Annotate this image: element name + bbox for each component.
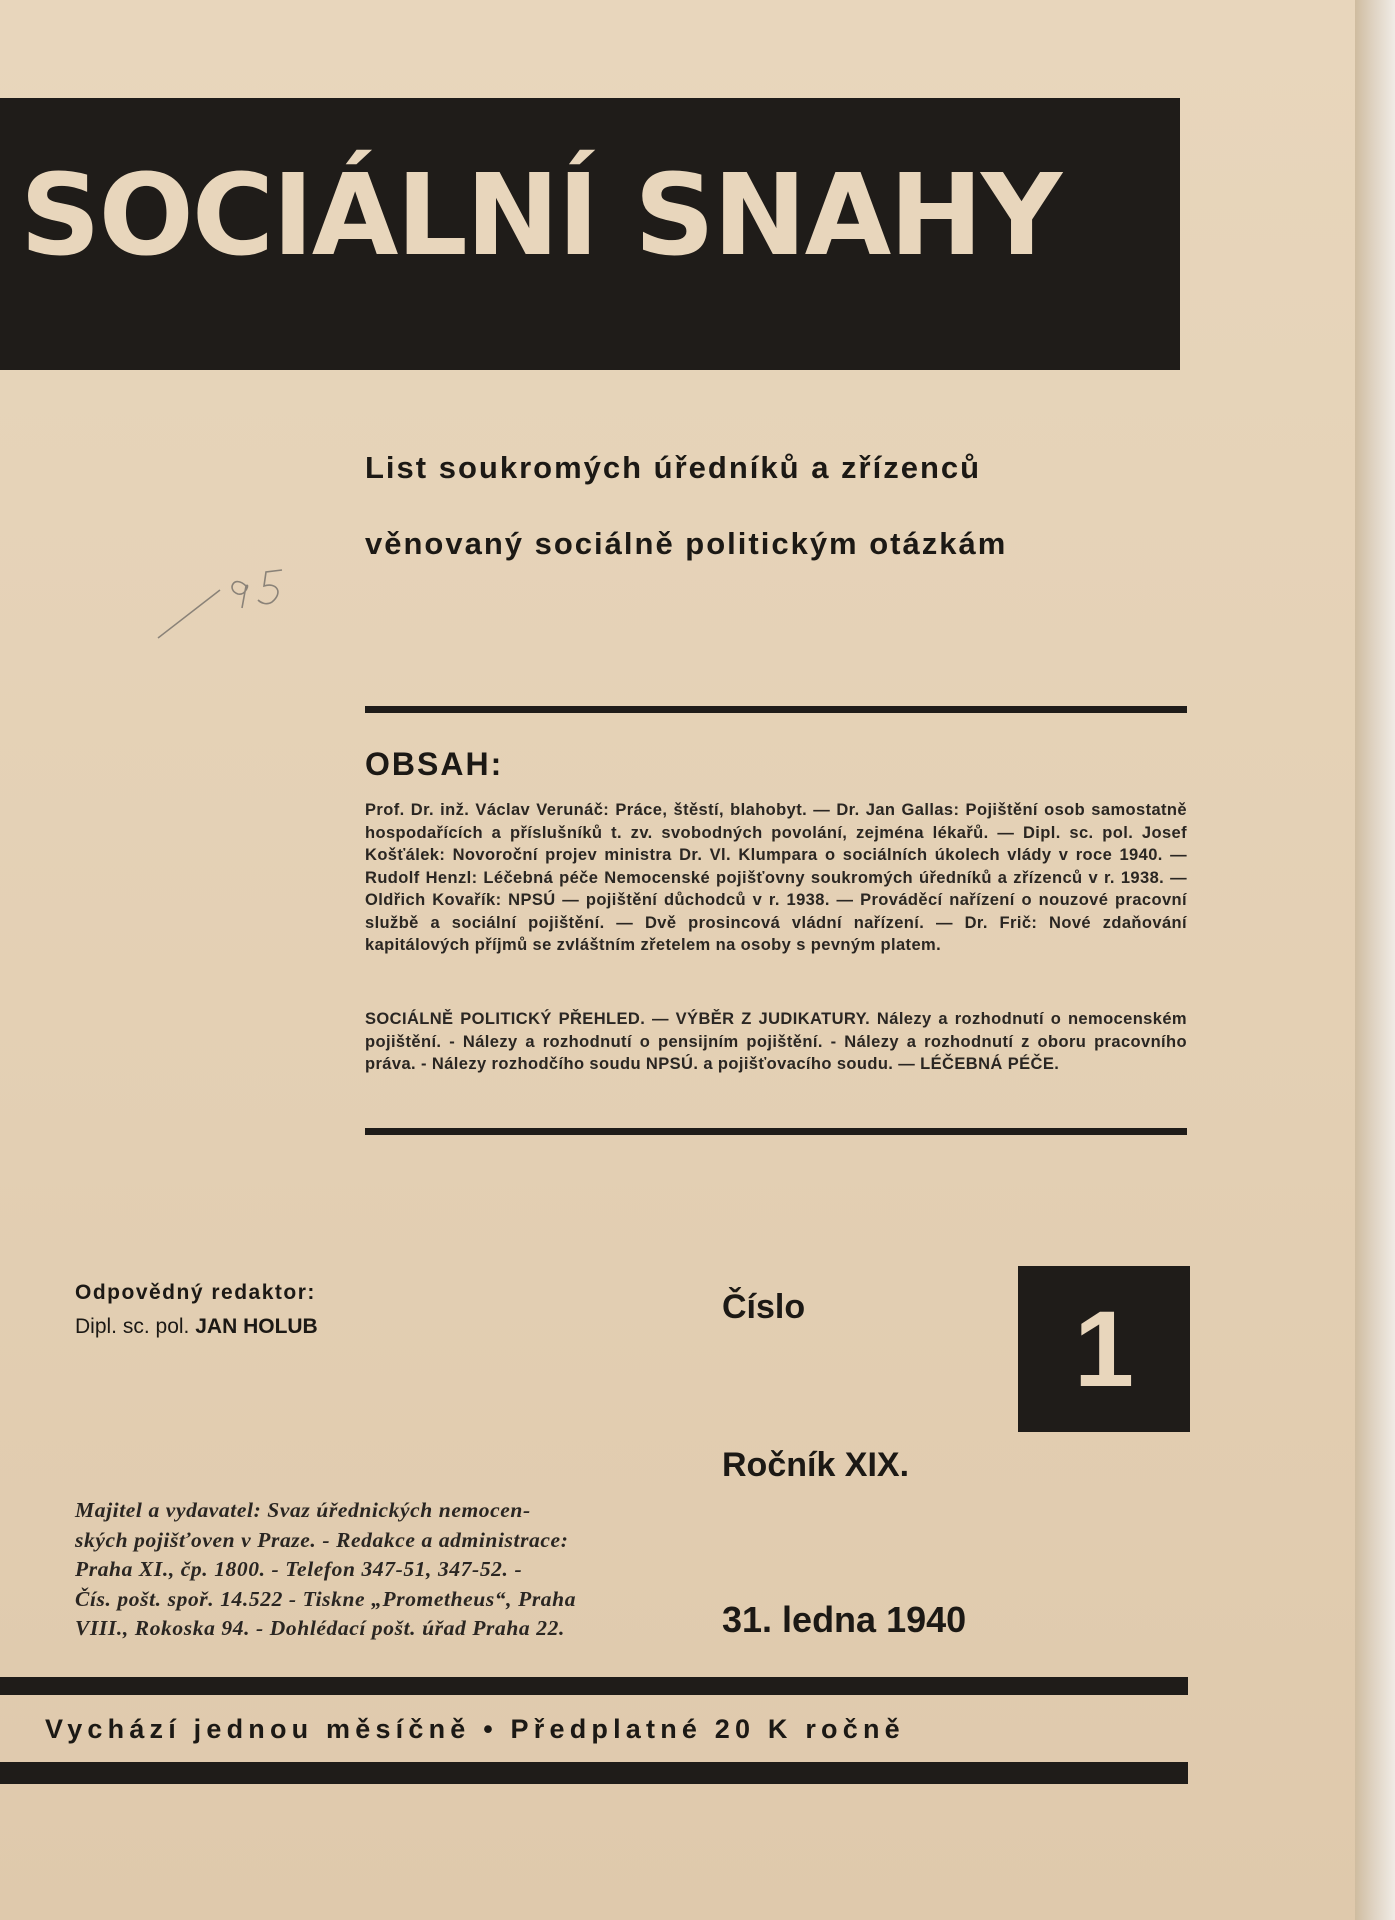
issue-number-box — [1018, 1266, 1190, 1432]
footer-top-band — [0, 1677, 1188, 1695]
handwritten-pencil-mark — [150, 560, 330, 640]
contents-heading: OBSAH: — [365, 746, 504, 782]
page-edge — [1355, 0, 1395, 1920]
masthead-title: SOCIÁLNÍ SNAHY — [20, 151, 1061, 281]
subtitle-line-2: věnovaný sociálně politickým otázkám — [365, 526, 1008, 561]
editor-name: JAN HOLUB — [195, 1315, 318, 1338]
publisher-line: Majitel a vydavatel: Svaz úřednických nemocen- — [75, 1498, 531, 1522]
issue-number: 1 — [1073, 1288, 1135, 1409]
volume-label: Ročník XIX. — [722, 1446, 910, 1484]
contents-sections: SOCIÁLNĚ POLITICKÝ PŘEHLED. — VÝBĚR Z JUDIKATURY. Nálezy a rozhodnutí o nemocenském pojištění. - Nálezy a rozhodnutí o pensijním pojištění. - Nálezy a rozhodnutí z oboru pracovního práva. - Nálezy rozhodčího soudu NPSÚ. a pojišťovacího soudu. — LÉČEBNÁ PÉČE. — [365, 1010, 1187, 1073]
editor-label: Odpovědný redaktor: — [75, 1281, 316, 1304]
contents-bottom-rule — [365, 1128, 1187, 1135]
contents-articles: Prof. Dr. inž. Václav Verunáč: Práce, štěstí, blahobyt. — Dr. Jan Gallas: Pojištění osob samostatně hospodařících a příslušníků t. zv. svobodných povolání, zejména lékařů. — Dipl. sc. pol. Josef Košťálek: Novoroční projev ministra Dr. Vl. Klumpara o sociálních úkolech vlády v roce 1940. — Rudolf Henzl: Léčebná péče Nemocenské pojišťovny soukromých úředníků a zřízenců v r. 1938. — Oldřich Kovařík: NPSÚ — pojištění důchodců v r. 1938. — Prováděcí nařízení o nouzové pracovní službě a sociální pojištění. — Dvě prosincová vládní nařízení. — Dr. Frič: Nové zdaňování kapitálových příjmů se zvláštním zřetelem na osoby s pevným platem. — [365, 801, 1187, 954]
contents-top-rule — [365, 706, 1187, 713]
issue-label: Číslo — [722, 1288, 806, 1326]
subtitle-line-1: List soukromých úředníků a zřízenců — [365, 450, 982, 485]
publisher-line: Čís. pošt. spoř. 14.522 - Tiskne „Prometheus“, Praha — [75, 1586, 577, 1611]
footer-subscription: Vychází jednou měsíčně • Předplatné 20 K ročně — [45, 1714, 905, 1744]
footer-bottom-band — [0, 1762, 1188, 1784]
publisher-line: Praha XI., čp. 1800. - Telefon 347-51, 347-52. - — [75, 1557, 523, 1581]
publisher-line: VIII., Rokoska 94. - Dohlédací pošt. úřad Praha 22. — [75, 1616, 565, 1640]
issue-date: 31. ledna 1940 — [722, 1599, 967, 1640]
editor-credit — [75, 1316, 318, 1337]
editor-prefix: Dipl. sc. pol. — [75, 1315, 196, 1338]
publisher-info — [75, 1496, 665, 1644]
publisher-line: ských pojišťoven v Praze. - Redakce a administrace: — [75, 1527, 569, 1552]
